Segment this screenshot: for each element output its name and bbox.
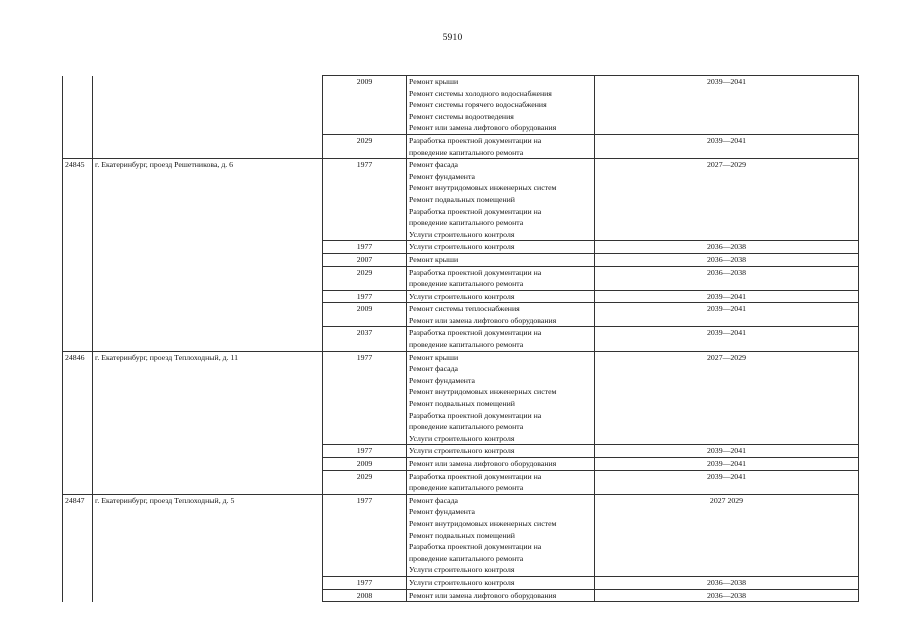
year-cell: 2009 bbox=[323, 303, 407, 327]
period-cell: 2036—2038 bbox=[595, 589, 859, 602]
period-cell: 2039—2041 bbox=[595, 327, 859, 351]
table-row bbox=[63, 458, 859, 471]
work-type-line: Ремонт фундамента bbox=[409, 507, 475, 517]
period-cell: 2027—2029 bbox=[595, 159, 859, 241]
building-id-cell bbox=[63, 327, 93, 351]
address-cell bbox=[93, 76, 323, 135]
building-id-cell: 24847 bbox=[63, 494, 93, 576]
address-cell: г. Екатеринбург, проезд Решетникова, д. 6 bbox=[93, 159, 323, 241]
work-type-line: Разработка проектной документации на bbox=[409, 267, 542, 277]
work-types-cell bbox=[407, 76, 595, 135]
work-type-line: Ремонт крыши bbox=[409, 352, 459, 362]
work-type-line: Услуги строительного контроля bbox=[409, 433, 515, 443]
work-type-line: проведение капитального ремонта bbox=[409, 553, 524, 563]
table-row bbox=[63, 589, 859, 602]
page-number: 5910 bbox=[442, 33, 463, 43]
work-type-line: Ремонт системы холодного водоснабжения bbox=[409, 88, 552, 98]
building-id-cell: 24846 bbox=[63, 351, 93, 445]
address-cell bbox=[93, 303, 323, 327]
table-row bbox=[63, 470, 859, 494]
work-type-line: Услуги строительного контроля bbox=[409, 565, 515, 575]
address-cell bbox=[93, 134, 323, 158]
work-type-line: Услуги строительного контроля bbox=[409, 291, 515, 301]
work-types-cell bbox=[407, 494, 595, 576]
building-id-cell: 24845 bbox=[63, 159, 93, 241]
table-row bbox=[63, 445, 859, 458]
address-cell bbox=[93, 589, 323, 602]
period-cell: 2036—2038 bbox=[595, 241, 859, 254]
work-type-line: проведение капитального ремонта bbox=[409, 218, 524, 228]
year-cell: 2009 bbox=[323, 76, 407, 135]
work-types-cell bbox=[407, 576, 595, 589]
year-cell: 1977 bbox=[323, 445, 407, 458]
work-type-line: Ремонт или замена лифтового оборудования bbox=[409, 459, 557, 468]
year-cell: 1977 bbox=[323, 159, 407, 241]
work-types-cell bbox=[407, 327, 595, 351]
year-cell: 2029 bbox=[323, 134, 407, 158]
work-types-cell bbox=[407, 303, 595, 327]
work-type-line: Ремонт внутридомовых инженерных систем bbox=[409, 183, 557, 193]
work-type-line: Ремонт внутридомовых инженерных систем bbox=[409, 387, 557, 397]
period-cell: 2036—2038 bbox=[595, 266, 859, 290]
work-types-cell bbox=[407, 290, 595, 303]
table-row bbox=[63, 290, 859, 303]
period-cell: 2039—2041 bbox=[595, 445, 859, 458]
table-row bbox=[63, 327, 859, 351]
work-type-line: проведение капитального ремонта bbox=[409, 147, 524, 157]
work-type-line: Разработка проектной документации на bbox=[409, 328, 542, 338]
year-cell: 2029 bbox=[323, 266, 407, 290]
work-type-line: Ремонт подвальных помещений bbox=[409, 530, 515, 540]
period-cell: 2039—2041 bbox=[595, 134, 859, 158]
address-cell bbox=[93, 266, 323, 290]
table-row bbox=[63, 351, 859, 445]
address-cell bbox=[93, 290, 323, 303]
period-cell: 2039—2041 bbox=[595, 458, 859, 471]
work-type-line: Разработка проектной документации на bbox=[409, 135, 542, 145]
work-type-line: Ремонт фасада bbox=[409, 364, 459, 374]
building-id-cell bbox=[63, 241, 93, 254]
repair-schedule-table bbox=[62, 75, 859, 602]
year-cell: 1977 bbox=[323, 290, 407, 303]
schedule-body bbox=[63, 76, 859, 602]
period-cell: 2039—2041 bbox=[595, 470, 859, 494]
period-cell: 2027 2029 bbox=[595, 494, 859, 576]
table-row bbox=[63, 494, 859, 576]
table-row bbox=[63, 303, 859, 327]
table-row bbox=[63, 159, 859, 241]
work-type-line: Ремонт фундамента bbox=[409, 171, 475, 181]
work-type-line: Ремонт фасада bbox=[409, 160, 459, 170]
work-types-cell bbox=[407, 266, 595, 290]
period-cell: 2027—2029 bbox=[595, 351, 859, 445]
work-type-line: Ремонт крыши bbox=[409, 254, 459, 264]
period-cell: 2036—2038 bbox=[595, 253, 859, 266]
address-cell bbox=[93, 458, 323, 471]
year-cell: 2008 bbox=[323, 589, 407, 602]
work-type-line: Разработка проектной документации на bbox=[409, 542, 542, 552]
building-id-cell bbox=[63, 266, 93, 290]
period-cell: 2039—2041 bbox=[595, 303, 859, 327]
work-types-cell bbox=[407, 470, 595, 494]
work-type-line: Ремонт системы теплоснабжения bbox=[409, 304, 520, 314]
year-cell: 2029 bbox=[323, 470, 407, 494]
work-type-line: Ремонт системы водоотведения bbox=[409, 111, 514, 121]
work-types-cell bbox=[407, 458, 595, 471]
table-row bbox=[63, 241, 859, 254]
building-id-cell bbox=[63, 470, 93, 494]
work-types-cell bbox=[407, 351, 595, 445]
work-type-line: Ремонт или замена лифтового оборудования bbox=[409, 123, 557, 133]
work-type-line: Ремонт фундамента bbox=[409, 375, 475, 385]
work-types-cell bbox=[407, 445, 595, 458]
work-types-cell bbox=[407, 253, 595, 266]
period-cell: 2039—2041 bbox=[595, 76, 859, 135]
work-type-line: проведение капитального ремонта bbox=[409, 340, 524, 350]
work-types-cell bbox=[407, 159, 595, 241]
building-id-cell bbox=[63, 134, 93, 158]
work-type-line: Ремонт фасада bbox=[409, 495, 459, 505]
work-type-line: проведение капитального ремонта bbox=[409, 422, 524, 432]
work-type-line: Разработка проектной документации на bbox=[409, 206, 542, 216]
address-cell: г. Екатеринбург, проезд Теплоходный, д. 11 bbox=[93, 351, 323, 445]
year-cell: 1977 bbox=[323, 494, 407, 576]
table-row bbox=[63, 76, 859, 135]
work-type-line: Услуги строительного контроля bbox=[409, 577, 515, 587]
work-type-line: Ремонт или замена лифтового оборудования bbox=[409, 315, 557, 325]
address-cell: г. Екатеринбург, проезд Теплоходный, д. 5 bbox=[93, 494, 323, 576]
year-cell: 2037 bbox=[323, 327, 407, 351]
building-id-cell bbox=[63, 76, 93, 135]
table-row bbox=[63, 576, 859, 589]
year-cell: 2007 bbox=[323, 253, 407, 266]
address-cell bbox=[93, 241, 323, 254]
building-id-cell bbox=[63, 458, 93, 471]
work-types-cell bbox=[407, 134, 595, 158]
work-type-line: Ремонт крыши bbox=[409, 77, 459, 86]
table-row bbox=[63, 253, 859, 266]
period-cell: 2036—2038 bbox=[595, 576, 859, 589]
work-type-line: Разработка проектной документации на bbox=[409, 410, 542, 420]
work-type-line: Услуги строительного контроля bbox=[409, 242, 515, 252]
address-cell bbox=[93, 470, 323, 494]
work-type-line: проведение капитального ремонта bbox=[409, 483, 524, 493]
building-id-cell bbox=[63, 290, 93, 303]
building-id-cell bbox=[63, 589, 93, 602]
work-types-cell bbox=[407, 589, 595, 602]
building-id-cell bbox=[63, 253, 93, 266]
work-type-line: Ремонт подвальных помещений bbox=[409, 194, 515, 204]
work-type-line: проведение капитального ремонта bbox=[409, 279, 524, 289]
address-cell bbox=[93, 576, 323, 589]
year-cell: 2009 bbox=[323, 458, 407, 471]
building-id-cell bbox=[63, 576, 93, 589]
work-type-line: Услуги строительного контроля bbox=[409, 446, 515, 456]
work-type-line: Разработка проектной документации на bbox=[409, 471, 542, 481]
year-cell: 1977 bbox=[323, 241, 407, 254]
address-cell bbox=[93, 445, 323, 458]
year-cell: 1977 bbox=[323, 351, 407, 445]
work-types-cell bbox=[407, 241, 595, 254]
period-cell: 2039—2041 bbox=[595, 290, 859, 303]
address-cell bbox=[93, 327, 323, 351]
work-type-line: Ремонт или замена лифтового оборудования bbox=[409, 590, 557, 600]
table-row bbox=[63, 266, 859, 290]
work-type-line: Ремонт системы горячего водоснабжения bbox=[409, 100, 547, 110]
building-id-cell bbox=[63, 445, 93, 458]
year-cell: 1977 bbox=[323, 576, 407, 589]
building-id-cell bbox=[63, 303, 93, 327]
table-row bbox=[63, 134, 859, 158]
address-cell bbox=[93, 253, 323, 266]
work-type-line: Ремонт подвальных помещений bbox=[409, 399, 515, 409]
work-type-line: Услуги строительного контроля bbox=[409, 229, 515, 239]
work-type-line: Ремонт внутридомовых инженерных систем bbox=[409, 518, 557, 528]
